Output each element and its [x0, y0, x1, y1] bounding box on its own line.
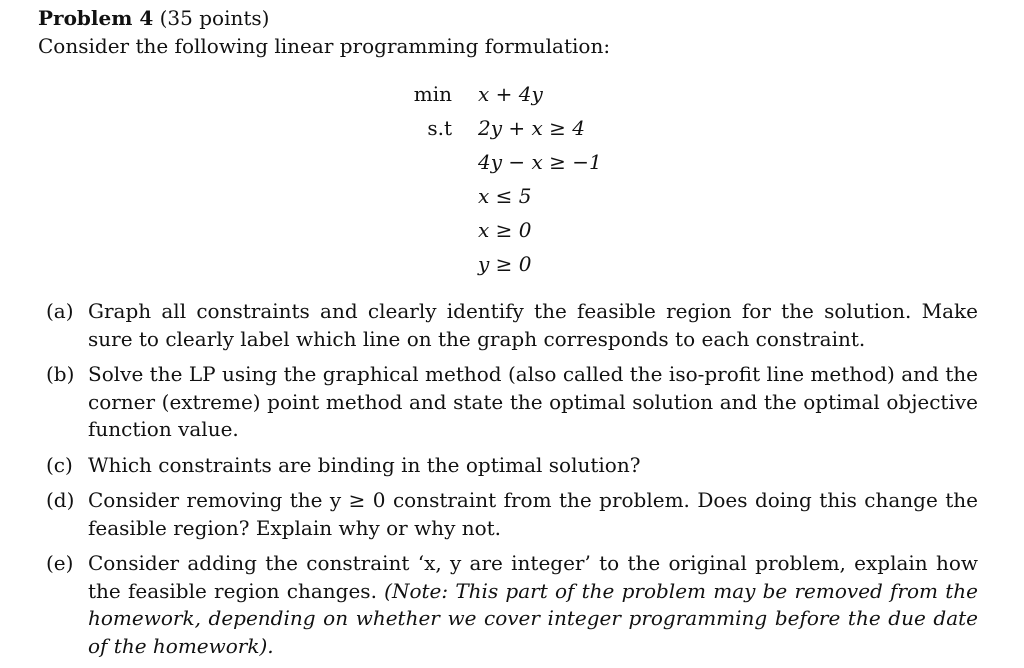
problem-intro: Consider the following linear programming formulation: — [38, 34, 611, 58]
part-text: Consider removing the y ≥ 0 constraint from the problem. Does doing this change the feasible region? Explain why or why not. — [88, 488, 978, 540]
constraint-2: 4y − x ≥ −1 — [478, 150, 602, 174]
problem-heading — [38, 5, 269, 31]
part-label: (b) — [46, 362, 75, 386]
problem-label: Problem 4 — [38, 6, 154, 30]
objective-keyword: min — [413, 82, 452, 106]
part-text: Which constraints are binding in the optimal solution? — [88, 452, 641, 477]
objective-expression: x + 4y — [478, 82, 543, 106]
part-text-wrap — [88, 550, 978, 660]
part-label: (e) — [46, 551, 74, 575]
constraint-1: 2y + x ≥ 4 — [478, 116, 585, 140]
part-text: Consider adding the constraint ‘x, y are integer’ to the original problem, explain how the feasible region changes. — [88, 551, 978, 603]
part-d — [46, 487, 978, 542]
part-c — [46, 452, 978, 480]
part-text: Solve the LP using the graphical method (also called the iso-profit line method) and the corner (extreme) point method and state the optimal solution and the optimal objective function value. — [88, 362, 978, 441]
part-label: (c) — [46, 452, 73, 477]
question-parts — [46, 298, 978, 668]
part-label: (a) — [46, 299, 74, 323]
problem-points: (35 points) — [159, 6, 270, 30]
part-label: (d) — [46, 488, 75, 512]
part-a — [46, 298, 978, 353]
part-text: Graph all constraints and clearly identify the feasible region for the solution. Make sure to clearly label which line on the graph corresponds to each constraint. — [88, 299, 978, 351]
subject-to-keyword: s.t — [427, 116, 452, 140]
constraint-4: x ≥ 0 — [478, 218, 532, 242]
constraint-3: x ≤ 5 — [478, 184, 532, 208]
constraint-5: y ≥ 0 — [478, 252, 532, 276]
part-b — [46, 361, 978, 444]
part-note: (Note: This part of the problem may be removed from the homework, depending on whether we cover integer programming before the due date of the homework). — [88, 578, 978, 658]
part-e — [46, 550, 978, 660]
